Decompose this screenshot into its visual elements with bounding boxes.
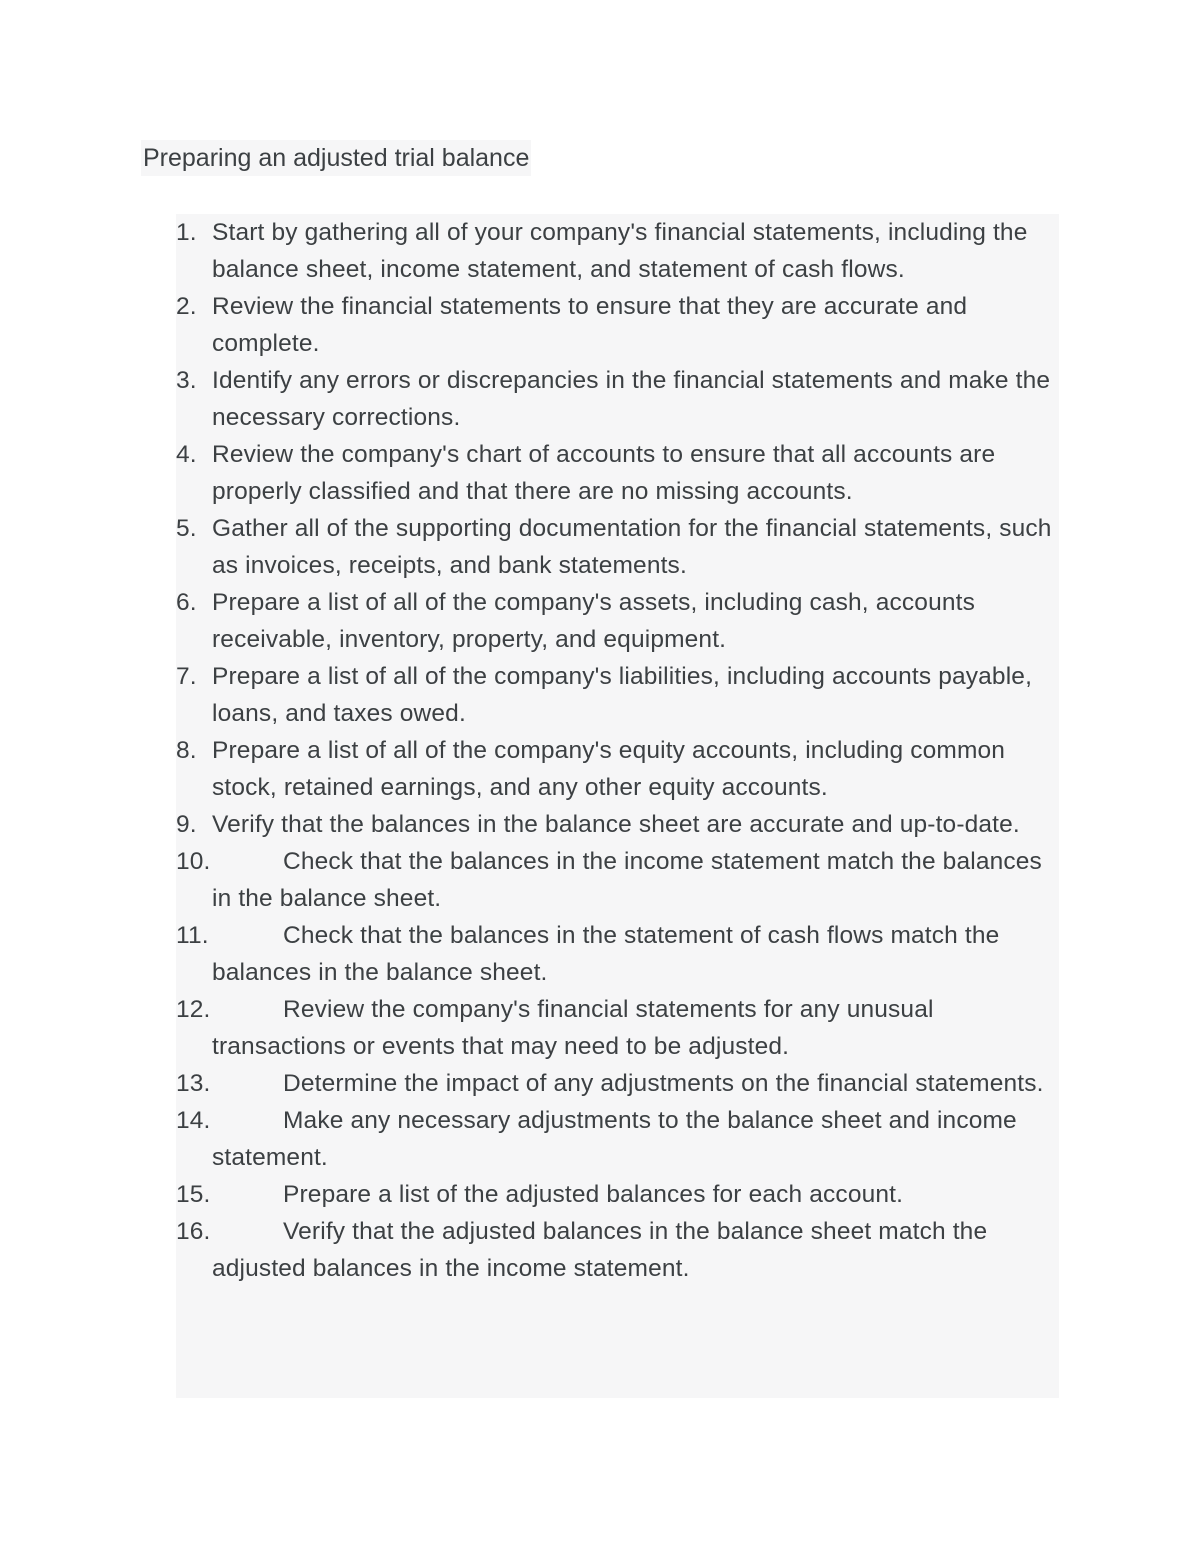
step-text: Review the company's chart of accounts to ensure that all accounts are properly classified and that there are no missing accounts. bbox=[212, 441, 996, 505]
list-item bbox=[176, 288, 1059, 362]
step-text: Make any necessary adjustments to the balance sheet and income statement. bbox=[212, 1107, 1017, 1171]
list-item bbox=[176, 510, 1059, 584]
step-number: 3. bbox=[176, 367, 197, 394]
step-number: 11. bbox=[176, 922, 209, 949]
step-number: 7. bbox=[176, 663, 197, 690]
step-text: Check that the balances in the income statement match the balances in the balance sheet. bbox=[212, 848, 1042, 912]
list-item bbox=[176, 1213, 1059, 1287]
list-item bbox=[176, 843, 1059, 917]
list-item bbox=[176, 732, 1059, 806]
step-text: Verify that the adjusted balances in the balance sheet match the adjusted balances in the income statement. bbox=[212, 1218, 988, 1282]
list-item bbox=[176, 1065, 1059, 1102]
list-item bbox=[176, 214, 1059, 288]
page-title: Preparing an adjusted trial balance bbox=[141, 140, 531, 176]
step-number: 6. bbox=[176, 589, 197, 616]
step-text: Prepare a list of the adjusted balances for each account. bbox=[283, 1181, 904, 1208]
step-number: 4. bbox=[176, 441, 197, 468]
step-number: 5. bbox=[176, 515, 197, 542]
steps-list bbox=[176, 214, 1059, 1398]
step-number: 8. bbox=[176, 737, 197, 764]
list-item bbox=[176, 1102, 1059, 1176]
list-item bbox=[176, 584, 1059, 658]
step-number: 9. bbox=[176, 811, 197, 838]
list-item bbox=[176, 917, 1059, 991]
step-number: 13. bbox=[176, 1070, 211, 1097]
step-number: 14. bbox=[176, 1107, 211, 1134]
step-text: Review the company's financial statements for any unusual transactions or events that may need to be adjusted. bbox=[212, 996, 934, 1060]
step-text: Prepare a list of all of the company's assets, including cash, accounts receivable, inventory, property, and equipment. bbox=[212, 589, 975, 653]
list-item bbox=[176, 658, 1059, 732]
list-item bbox=[176, 1176, 1059, 1213]
step-text: Verify that the balances in the balance sheet are accurate and up-to-date. bbox=[212, 811, 1020, 838]
step-text: Determine the impact of any adjustments on the financial statements. bbox=[283, 1070, 1044, 1097]
step-text: Gather all of the supporting documentation for the financial statements, such as invoices, receipts, and bank statements. bbox=[212, 515, 1052, 579]
step-text: Check that the balances in the statement of cash flows match the balances in the balance sheet. bbox=[212, 922, 1000, 986]
step-text: Start by gathering all of your company's financial statements, including the balance sheet, income statement, and statement of cash flows. bbox=[212, 219, 1028, 283]
list-item bbox=[176, 991, 1059, 1065]
step-text: Review the financial statements to ensure that they are accurate and complete. bbox=[212, 293, 968, 357]
step-number: 15. bbox=[176, 1181, 211, 1208]
list-item bbox=[176, 806, 1059, 843]
list-item bbox=[176, 436, 1059, 510]
step-number: 12. bbox=[176, 996, 211, 1023]
step-text: Prepare a list of all of the company's liabilities, including accounts payable, loans, and taxes owed. bbox=[212, 663, 1033, 727]
step-number: 1. bbox=[176, 219, 197, 246]
step-text: Identify any errors or discrepancies in the financial statements and make the necessary corrections. bbox=[212, 367, 1051, 431]
step-number: 10. bbox=[176, 848, 211, 875]
step-number: 16. bbox=[176, 1218, 211, 1245]
step-number: 2. bbox=[176, 293, 197, 320]
list-item bbox=[176, 362, 1059, 436]
step-text: Prepare a list of all of the company's equity accounts, including common stock, retained earnings, and any other equity accounts. bbox=[212, 737, 1006, 801]
